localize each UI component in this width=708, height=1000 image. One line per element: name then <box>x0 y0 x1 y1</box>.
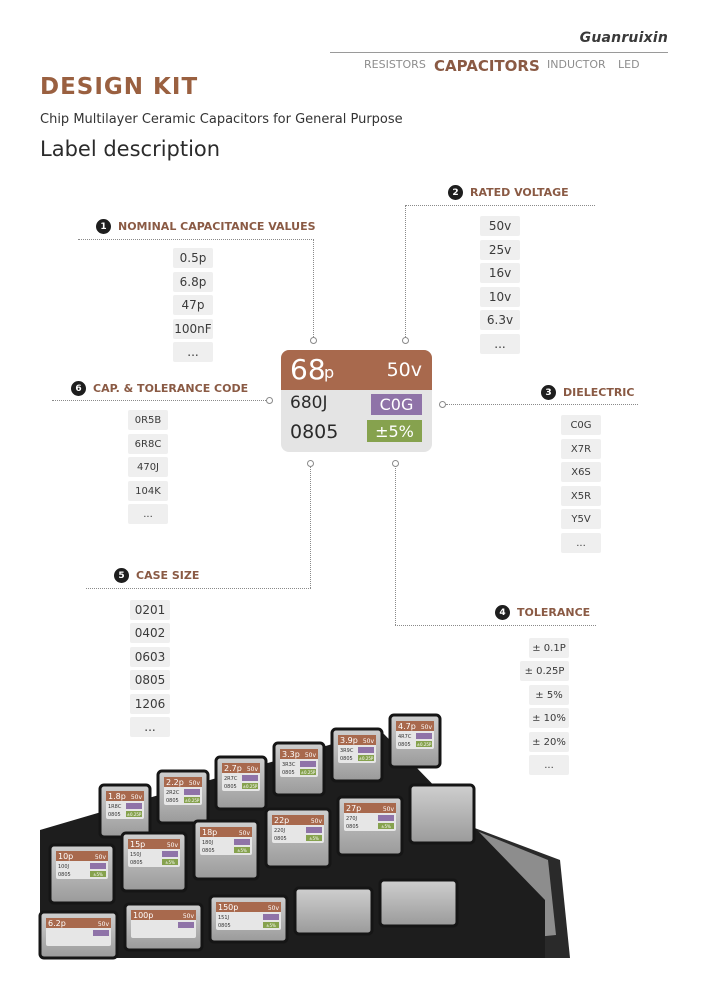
label-tolerance-badge: ±5% <box>367 420 422 442</box>
value-chip: ... <box>529 755 569 775</box>
tray-label-dielectric <box>126 803 142 809</box>
tray-label-size: 0805 <box>346 824 359 830</box>
tray-label <box>131 910 196 938</box>
tray-label-dielectric <box>90 863 106 869</box>
tray-label-code: 180J <box>202 840 214 846</box>
connector-dielectric-h <box>446 404 638 405</box>
tray-label-size: 0805 <box>282 770 295 776</box>
tray-label <box>280 749 318 777</box>
tray-label <box>344 803 396 831</box>
value-chip: 0R5B <box>128 410 168 430</box>
value-chip: 6.3v <box>480 310 520 330</box>
tray-label-code: 4R7C <box>398 734 412 740</box>
brand-logo: Guanruixin <box>579 30 668 46</box>
label-capacitance: 68 <box>290 353 326 386</box>
tray-label <box>216 902 281 930</box>
tray-label-size: 0805 <box>224 784 237 790</box>
tray-cell <box>295 888 372 934</box>
tray-label <box>128 839 180 867</box>
section-label: RATED VOLTAGE <box>470 186 569 199</box>
section-voltage-title <box>448 185 569 200</box>
value-chip: 25v <box>480 240 520 260</box>
label-unit: p <box>324 363 335 382</box>
section-nominal-title <box>96 219 316 234</box>
connector-dot <box>310 337 317 344</box>
tray-label <box>272 815 324 843</box>
tray-label-size: 0805 <box>340 756 353 762</box>
tray-label-dielectric <box>178 922 194 928</box>
tray-label-tolerance: ±0.25P <box>300 770 316 775</box>
tray-label <box>164 777 202 805</box>
tray-label-tolerance: ±0.25P <box>184 798 200 803</box>
nav-inductor[interactable]: INDUCTOR <box>547 58 606 71</box>
tray-label-cap: 10p <box>58 852 74 861</box>
tray-label-code: 3R9C <box>340 748 354 754</box>
number-badge: 3 <box>541 385 556 400</box>
value-chip: 6R8C <box>128 434 168 454</box>
value-chip: 47p <box>173 295 213 315</box>
tray-label-tolerance: ±5% <box>381 824 391 829</box>
value-chip: 0201 <box>130 600 170 620</box>
tray-label-volt: 50v <box>420 724 432 731</box>
section-label: CASE SIZE <box>136 569 200 582</box>
value-chip: 0.5p <box>173 248 213 268</box>
tray-label-tolerance: ±5% <box>237 848 247 853</box>
label-code: 680J <box>290 393 328 413</box>
tray-label-cap: 6.2p <box>48 919 66 928</box>
label-voltage: 50v <box>386 359 422 381</box>
value-chip: ... <box>480 334 520 354</box>
number-badge: 1 <box>96 219 111 234</box>
value-chip: ± 5% <box>529 685 569 705</box>
label-case-size: 0805 <box>290 421 339 443</box>
value-chip: 470J <box>128 457 168 477</box>
tray-label-tolerance: ±5% <box>165 860 175 865</box>
value-chip: X7R <box>561 439 601 459</box>
page-subtitle: Chip Multilayer Ceramic Capacitors for General Purpose <box>40 112 403 127</box>
value-chip: ± 20% <box>529 732 569 752</box>
connector-dot <box>307 460 314 467</box>
header-divider <box>330 52 668 53</box>
connector-tolerance-v <box>395 465 396 625</box>
value-chip: ... <box>173 342 213 362</box>
value-chip: 104K <box>128 481 168 501</box>
capacitor-label-card <box>281 350 432 452</box>
connector-case-h <box>86 588 311 589</box>
label-dielectric-badge: C0G <box>371 394 422 415</box>
tray-label-cap: 15p <box>130 840 146 849</box>
connector-voltage-h <box>405 205 595 206</box>
tray-label-volt: 50v <box>304 752 316 759</box>
value-chip: Y5V <box>561 509 601 529</box>
tray-label-volt: 50v <box>246 766 258 773</box>
value-chip: 6.8p <box>173 272 213 292</box>
value-chip: 50v <box>480 216 520 236</box>
page-title: DESIGN KIT <box>40 74 199 100</box>
value-chip: 0603 <box>130 647 170 667</box>
tray-label-cap: 22p <box>274 816 290 825</box>
connector-dot <box>266 397 273 404</box>
tray-label-dielectric <box>234 839 250 845</box>
tray-label-volt: 50v <box>182 913 194 920</box>
tray-label <box>396 721 434 749</box>
tray-label-code: 150J <box>130 852 142 858</box>
number-badge: 2 <box>448 185 463 200</box>
tray-label-size: 0805 <box>130 860 143 866</box>
tray-cell <box>410 785 474 843</box>
number-badge: 5 <box>114 568 129 583</box>
tray-label-code: 2R2C <box>166 790 180 796</box>
section-label: DIELECTRIC <box>563 386 635 399</box>
connector-nominal-v <box>313 239 314 339</box>
tray-label-tolerance: ±0.25P <box>242 784 258 789</box>
tray-label-dielectric <box>242 775 258 781</box>
value-chip: 0805 <box>130 670 170 690</box>
tray-label-volt: 50v <box>238 830 250 837</box>
tray-label-dielectric <box>416 733 432 739</box>
tray-label-volt: 50v <box>130 794 142 801</box>
value-chip: 16v <box>480 263 520 283</box>
tray-label-size: 0805 <box>108 812 121 818</box>
tray-label-cap: 1.8p <box>108 792 126 801</box>
section-label: CAP. & TOLERANCE CODE <box>93 382 249 395</box>
tray-label-volt: 50v <box>362 738 374 745</box>
tray-label-size: 0805 <box>218 923 231 929</box>
tray-label-cap: 100p <box>133 911 154 920</box>
tray-label-tolerance: ±5% <box>266 923 276 928</box>
tray-label-tolerance: ±0.25P <box>416 742 432 747</box>
tray-label <box>106 791 144 819</box>
nav-capacitors[interactable]: CAPACITORS <box>434 57 540 75</box>
section-case-title <box>114 568 199 583</box>
connector-capcode-h <box>52 400 268 401</box>
tray-label <box>56 851 108 879</box>
tray-label-dielectric <box>162 851 178 857</box>
tray-label-size: 0805 <box>274 836 287 842</box>
value-chip: 1206 <box>130 694 170 714</box>
connector-dot <box>392 460 399 467</box>
tray-label-dielectric <box>263 914 279 920</box>
tray-label-volt: 50v <box>97 921 109 928</box>
connector-nominal-h <box>78 239 314 240</box>
tray-label-cap: 2.7p <box>224 764 242 773</box>
component-box-photo <box>0 712 708 1000</box>
tray-label <box>338 735 376 763</box>
value-chip: ± 0.1P <box>529 638 569 658</box>
tray-label-dielectric <box>358 747 374 753</box>
value-chip: 0402 <box>130 623 170 643</box>
tray-label-code: 2R7C <box>224 776 238 782</box>
connector-dot <box>402 337 409 344</box>
tray-label-tolerance: ±5% <box>309 836 319 841</box>
tray-label-code: 3R3C <box>282 762 296 768</box>
tray-label-volt: 50v <box>310 818 322 825</box>
value-chip: ... <box>130 717 170 737</box>
tray-label-tolerance: ±5% <box>93 872 103 877</box>
connector-voltage-v <box>405 205 406 339</box>
tray-label-code: 100J <box>58 864 70 870</box>
tray-label-tolerance: ±0.25P <box>126 812 142 817</box>
tray-label-volt: 50v <box>188 780 200 787</box>
tray-label-volt: 50v <box>166 842 178 849</box>
value-chip: ± 0.25P <box>520 661 569 681</box>
tray-label-cap: 150p <box>218 903 239 912</box>
tray-label-dielectric <box>378 815 394 821</box>
value-chip: ... <box>561 533 601 553</box>
number-badge: 4 <box>495 605 510 620</box>
nav-resistors[interactable]: RESISTORS <box>364 58 426 71</box>
value-chip: ... <box>128 504 168 524</box>
value-chip: X5R <box>561 486 601 506</box>
section-label: TOLERANCE <box>517 606 591 619</box>
connector-tolerance-h <box>395 625 596 626</box>
section-heading: Label description <box>40 137 221 161</box>
tray-label-dielectric <box>300 761 316 767</box>
tray-label <box>200 827 252 855</box>
tray-label-code: 1R8C <box>108 804 122 810</box>
tray-label-dielectric <box>93 930 109 936</box>
tray-label-cap: 27p <box>346 804 362 813</box>
number-badge: 6 <box>71 381 86 396</box>
tray-label-size: 0805 <box>58 872 71 878</box>
tray-label-code: 270J <box>346 816 358 822</box>
tray-label-cap: 3.9p <box>340 736 358 745</box>
tray-label <box>46 918 111 946</box>
value-chip: ± 10% <box>529 708 569 728</box>
value-chip: 10v <box>480 287 520 307</box>
tray-label-dielectric <box>306 827 322 833</box>
section-tolerance-title <box>495 605 590 620</box>
tray-label-volt: 50v <box>382 806 394 813</box>
nav-led[interactable]: LED <box>618 58 640 71</box>
section-label: NOMINAL CAPACITANCE VALUES <box>118 220 316 233</box>
tray-label-size: 0805 <box>166 798 179 804</box>
tray-label-code: 151J <box>218 915 230 921</box>
tray-label-cap: 18p <box>202 828 218 837</box>
tray-label-size: 0805 <box>398 742 411 748</box>
tray-label <box>222 763 260 791</box>
tray-label-cap: 3.3p <box>282 750 300 759</box>
tray-label-size: 0805 <box>202 848 215 854</box>
tray-label-volt: 50v <box>94 854 106 861</box>
connector-case-v <box>310 465 311 588</box>
tray-label-cap: 4.7p <box>398 722 416 731</box>
value-chip: X6S <box>561 462 601 482</box>
tray-label-code: 220J <box>274 828 286 834</box>
value-chip: 100nF <box>173 319 213 339</box>
value-chip: C0G <box>561 415 601 435</box>
tray-label-cap: 2.2p <box>166 778 184 787</box>
tray-label-dielectric <box>184 789 200 795</box>
section-dielectric-title <box>541 385 634 400</box>
tray-cell <box>380 880 457 926</box>
tray-label-tolerance: ±0.25P <box>358 756 374 761</box>
section-capcode-title <box>71 381 248 396</box>
tray-label-volt: 50v <box>267 905 279 912</box>
connector-dot <box>439 401 446 408</box>
